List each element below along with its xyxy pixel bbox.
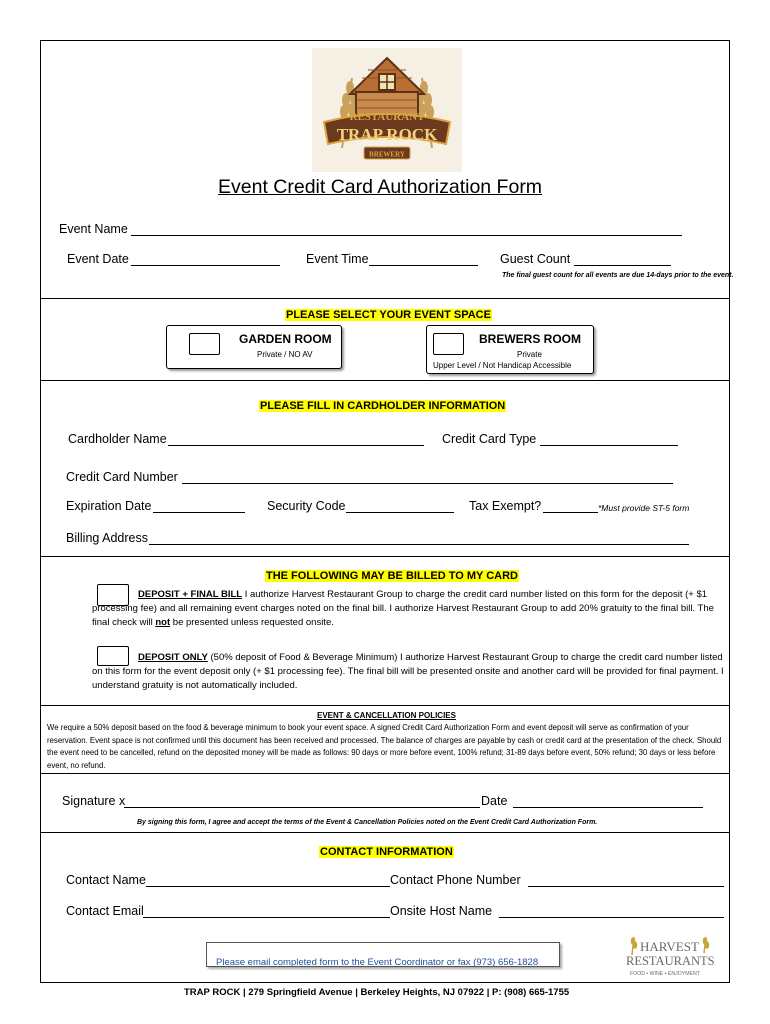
card-type-label: Credit Card Type [442, 432, 537, 446]
email-note-box [206, 942, 560, 967]
billing-address-label: Billing Address [66, 531, 148, 545]
billing-address-field[interactable] [149, 532, 689, 545]
signature-note: By signing this form, I agree and accept the terms of the Event & Cancellation Policies noted on the Event Credit Card Authorization Form. [137, 819, 598, 826]
brewers-room-sub1: Private [517, 350, 542, 359]
signature-label: Signature x [62, 794, 126, 808]
harvest-tag: FOOD • WINE • ENJOYMENT [630, 971, 700, 977]
tax-exempt-note: *Must provide ST-5 form [598, 503, 690, 513]
event-name-field[interactable] [131, 223, 682, 236]
garden-room-checkbox[interactable] [189, 333, 220, 355]
guest-count-note: The final guest count for all events are due 14-days prior to the event. [502, 272, 734, 279]
contact-heading: CONTACT INFORMATION [320, 846, 453, 858]
garden-room-option[interactable] [166, 325, 342, 369]
event-name-label: Event Name [59, 222, 128, 236]
contact-name-field[interactable] [146, 874, 390, 887]
deposit-final-bill-text: DEPOSIT + FINAL BILL I authorize Harvest Restaurant Group to charge the credit card number listed on this form for the deposit (+ $1 processing fee) and all remaining event charges noted on the final bill. I authorize Harvest Restaurant Group to add 20% gratuity to the final bill. The final check will not be presented unless requested onsite. [92, 589, 714, 628]
logo-sub: BREWERY [369, 150, 405, 159]
contact-phone-label: Contact Phone Number [390, 873, 521, 887]
brewers-room-checkbox[interactable] [433, 333, 464, 355]
event-time-label: Event Time [306, 252, 369, 266]
onsite-host-label: Onsite Host Name [390, 904, 493, 918]
onsite-host-field[interactable] [499, 905, 724, 918]
trap-rock-logo [312, 48, 462, 172]
guest-count-label: Guest Count [500, 252, 571, 266]
guest-count-field[interactable] [574, 253, 671, 266]
expiration-label: Expiration Date [66, 499, 152, 513]
email-note-text: Please email completed form to the Event Coordinator or fax (973) 656-1828 [216, 957, 539, 967]
section-divider-5 [40, 773, 729, 774]
event-date-field[interactable] [131, 253, 280, 266]
section-divider-3 [40, 556, 729, 557]
cardholder-heading: PLEASE FILL IN CARDHOLDER INFORMATION [260, 400, 506, 412]
footer-address: TRAP ROCK | 279 Springfield Avenue | Berkeley Heights, NJ 07922 | P: (908) 665-1755 [184, 987, 570, 998]
card-number-field[interactable] [182, 471, 673, 484]
tax-exempt-field[interactable] [543, 500, 598, 513]
signature-date-field[interactable] [513, 795, 703, 808]
garden-room-title: GARDEN ROOM [239, 332, 332, 346]
deposit-final-bill-title: DEPOSIT + FINAL BILL [138, 589, 243, 600]
logo-name: TRAP ROCK [336, 125, 438, 144]
security-code-field[interactable] [346, 500, 454, 513]
harvest-line1: HARVEST [640, 939, 699, 954]
brewers-room-sub2: Upper Level / Not Handicap Accessible [433, 361, 572, 370]
event-space-heading: PLEASE SELECT YOUR EVENT SPACE [286, 309, 491, 321]
harvest-restaurants-logo [622, 935, 718, 979]
billing-heading: THE FOLLOWING MAY BE BILLED TO MY CARD [266, 570, 518, 582]
tax-exempt-label: Tax Exempt? [469, 499, 542, 513]
security-code-label: Security Code [267, 499, 346, 513]
brewers-room-option[interactable] [426, 325, 594, 374]
garden-room-sub: Private / NO AV [257, 350, 313, 359]
section-divider-6 [40, 832, 729, 833]
form-title: Event Credit Card Authorization Form [218, 176, 543, 198]
event-time-field[interactable] [369, 253, 478, 266]
contact-email-label: Contact Email [66, 904, 144, 918]
brewers-room-title: BREWERS ROOM [479, 332, 581, 346]
section-divider-1 [40, 298, 729, 299]
cardholder-name-field[interactable] [168, 433, 424, 446]
section-divider-2 [40, 380, 729, 381]
expiration-field[interactable] [153, 500, 245, 513]
card-number-label: Credit Card Number [66, 470, 178, 484]
section-divider-4 [40, 705, 729, 706]
contact-email-field[interactable] [143, 905, 390, 918]
deposit-only-title: DEPOSIT ONLY [138, 652, 208, 663]
card-type-field[interactable] [540, 433, 678, 446]
harvest-line2: RESTAURANTS [626, 954, 715, 968]
policy-heading: EVENT & CANCELLATION POLICIES [317, 711, 456, 720]
policy-text: We require a 50% deposit based on the food & beverage minimum to book your event space. A signed Credit Card Authorization Form and event deposit will serve as confirmation of your reservation. Event space is not confirmed until this document has been received and processed. The balance of charges are payable by cash or credit card at the presentation of the check. Should the event need to be cancelled, refund on the deposited money will be made as follows: 90 days or more before event, 100% refund; 31-89 days before event, 50% refund; 30 days or less before event, no refund. [47, 723, 722, 770]
signature-field[interactable] [124, 795, 480, 808]
logo-top-text: RESTAURANT [349, 111, 425, 123]
contact-phone-field[interactable] [528, 874, 724, 887]
event-date-label: Event Date [67, 252, 129, 266]
cardholder-name-label: Cardholder Name [68, 432, 167, 446]
contact-name-label: Contact Name [66, 873, 146, 887]
signature-date-label: Date [481, 794, 508, 808]
deposit-only-text: DEPOSIT ONLY (50% deposit of Food & Beverage Minimum) I authorize Harvest Restaurant Group to charge the credit card number listed on this form for the event deposit only (+ $1 processing fee). The final bill will be presented onsite and another card will be provided for final payment. I understand gratuity is not automatically included. [92, 652, 724, 691]
